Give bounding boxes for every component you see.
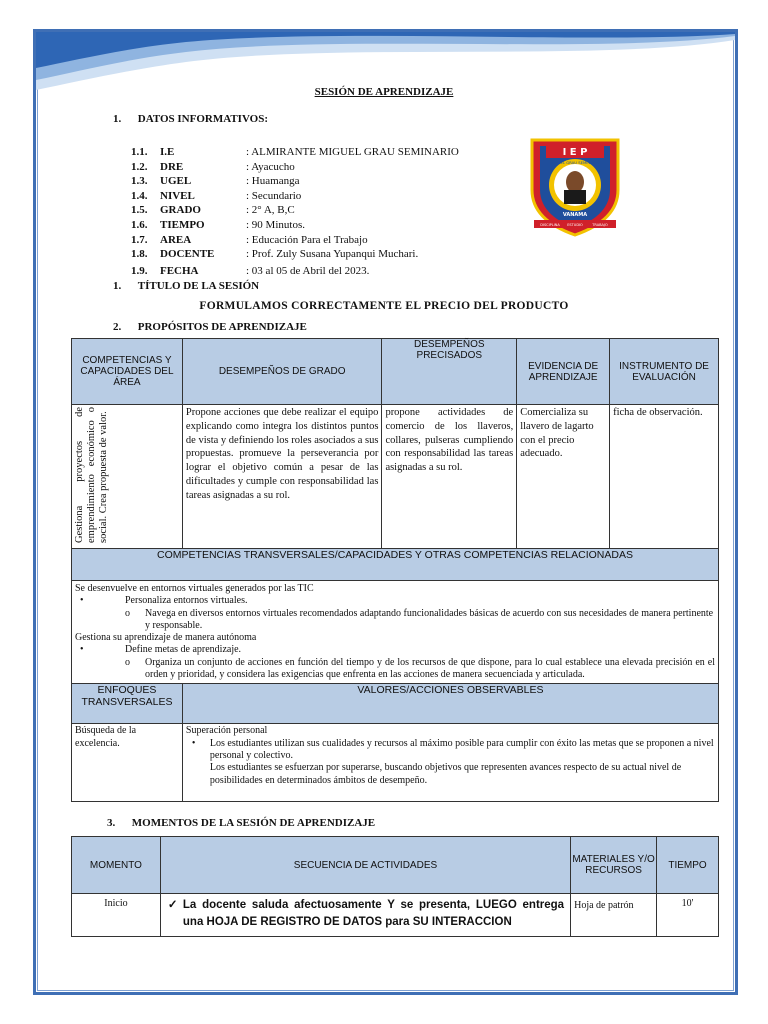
document-title: SESIÓN DE APRENDIZAJE [314,86,454,98]
section-propositos: 2. PROPÓSITOS DE APRENDIZAJE [113,321,307,333]
info-value: : Secundario [246,189,302,202]
info-num: 1.4. [131,189,148,202]
valor-1: Los estudiantes utilizan sus cualidades y recursos al máximo posible para cumplir con éxito las metas que se proponen a nivel personal y colectivo. [209,737,714,761]
header-competencias: COMPETENCIAS Y CAPACIDADES DEL ÁREA [72,339,183,405]
info-value: : 2° A, B,C [246,204,295,217]
info-row [131,160,459,175]
competencia-text: Gestiona proyectos de emprendimiento económico o social. Crea propuesta de valor. [74,407,109,543]
section-datos-informativos: 1. DATOS INFORMATIVOS: [113,113,269,125]
tiempo-cell: 10' [657,894,719,937]
transversal-1: Se desenvuelve en entornos virtuales generados por las TIC [75,583,314,594]
info-label: GRADO [160,204,201,217]
info-label: AREA [160,233,192,246]
school-logo [520,130,630,240]
header-tiempo: TIEMPO [657,837,719,894]
info-label: FECHA [160,264,199,277]
header-transversales: COMPETENCIAS TRANSVERSALES/CAPACIDADES Y OTRAS COMPETENCIAS RELACIONADAS [72,549,719,581]
materiales-cell: Hoja de patrón [571,894,657,937]
desempeno-grado-cell: Propone acciones que debe realizar el equipo explicando como integra los distintos puntos de vista y definiendo los roles asociados a sus propuestas. promueve la perseverancia por lograr el objetivo común a pesar de las dificultades y cumple con responsabilidad las tareas asignadas a su rol. [182,405,382,549]
logo-motto-3: TRABAJO [592,223,608,227]
transversal-cell: Se desenvuelve en entornos virtuales generados por las TIC • Personaliza entornos virtuales. o Navega en diversos entornos virtuales recomendados adaptando funcionalidades básicas de acuerdo con sus necesidades de manera pertinente y responsable. Gestiona su aprendizaje de manera autónoma • Define metas de aprendizaje. o Organiza un conjunto de acciones en función del tiempo y de los recursos de que dispone, para lo cual establece una elevada precisión en el orden y prioridad, y considera las exigencias que enfrenta en las acciones de manera secuenciada y articulada. [72,581,719,684]
secuencia-text: La docente saluda afectuosamente Y se presenta, LUEGO entrega una HOJA DE REGISTRO DE DATOS para SU INTERACCION [182,899,565,928]
header-evidencia: EVIDENCIA DE APRENDIZAJE [517,339,610,405]
info-num: 1.1. [131,146,148,158]
info-row [131,145,459,160]
info-num: 1.6. [131,218,148,231]
transversal-2-cap: Define metas de aprendizaje. [125,644,242,656]
info-row [131,174,459,189]
info-list [131,145,459,278]
info-row [131,247,459,262]
info-label: DOCENTE [160,248,215,261]
info-num: 1.9. [131,264,148,277]
moments-table [71,836,719,937]
header-momento: MOMENTO [72,837,161,894]
info-value: : Prof. Zuly Susana Yupanqui Muchari. [246,248,419,261]
logo-top-text: I E P [562,147,588,158]
transversal-1-cap: Personaliza entornos virtuales. [125,595,248,607]
desempeno-precisado-cell: propone actividades de comercio de los llaveros, collares, pulseras cumpliendo con responsabilidad las tareas asignadas a su rol. [382,405,517,549]
header-valores: VALORES/ACCIONES OBSERVABLES [182,684,718,724]
transversal-2: Gestiona su aprendizaje de manera autónoma [75,632,257,644]
secuencia-cell [160,894,570,937]
valor-2: Los estudiantes se esfuerzan por superarse, buscando objetivos que representen avances respecto de su actual nivel de posibilidades en determinados ámbitos de desempeño. [209,762,682,786]
header-desempenos-grado: DESEMPEÑOS DE GRADO [182,339,382,405]
purposes-table [71,338,719,802]
info-num: 1.3. [131,175,148,188]
info-num: 1.2. [131,160,148,173]
momento-cell: Inicio [72,894,161,937]
info-value: : ALMIRANTE MIGUEL GRAU SEMINARIO [246,146,459,158]
info-value: : Educación Para el Trabajo [246,233,368,246]
info-row [131,189,459,204]
enfoque-cell: Búsqueda de la excelencia. [72,724,183,802]
valor-title: Superación personal [185,725,268,737]
transversal-2-desc: Organiza un conjunto de acciones en función del tiempo y de los recursos de que dispone, para lo cual establece una elevada precisión en el orden y prioridad, y considera las exigencias que enfrenta en las acciones de manera secuenciada y articulada. [145,656,715,681]
valores-cell: Superación personal • Los estudiantes utilizan sus cualidades y recursos al máximo posible para cumplir con éxito las metas que se proponen a nivel personal y colectivo. Los estudiantes se esfuerzan por superarse, buscando objetivos que representen avances respecto de su actual nivel de posibilidades en determinados ámbitos de desempeño. [182,724,718,802]
info-value: : 03 al 05 de Abril del 2023. [246,264,370,277]
transversal-1-desc: Navega en diversos entornos virtuales recomendados adaptando funcionalidades básicas de acuerdo con sus necesidades de manera pertinente y responsable. [145,607,714,631]
info-value: : Huamanga [246,175,300,188]
section-titulo-sesion: 1. TÍTULO DE LA SESIÓN [113,280,260,292]
logo-motto-2: ESTUDIO [567,223,583,227]
instrumento-cell: ficha de observación. [610,405,719,549]
header-enfoques: ENFOQUES TRANSVERSALES [72,684,183,724]
info-row [131,264,459,279]
info-value: : 90 Minutos. [246,218,305,231]
info-num: 1.8. [131,248,148,261]
info-row [131,203,459,218]
competencia-cell [72,405,183,549]
info-num: 1.5. [131,204,148,217]
header-wave-decoration [36,32,735,92]
info-label: I.E [160,146,175,158]
header-secuencia: SECUENCIA DE ACTIVIDADES [160,837,570,894]
info-label: TIEMPO [160,218,205,231]
info-num: 1.7. [131,233,148,246]
logo-ring-text: MIGUEL GRAU SEMINARIO [550,160,600,165]
session-title: FORMULAMOS CORRECTAMENTE EL PRECIO DEL PRODUCTO [199,300,569,312]
header-desempenos-precisados: DESEMPEÑOS PRECISADOS [382,339,517,405]
info-row [131,233,459,248]
info-label: NIVEL [160,189,195,202]
header-instrumento: INSTRUMENTO DE EVALUACIÓN [610,339,719,405]
info-value: : Ayacucho [246,160,295,173]
info-row [131,218,459,233]
section-momentos: 3. MOMENTOS DE LA SESIÓN DE APRENDIZAJE [107,817,376,829]
checkmark-icon: ✓ [167,899,178,911]
header-materiales: MATERIALES Y/O RECURSOS [571,837,657,894]
evidencia-cell: Comercializa su llavero de lagarto con el precio adecuado. [517,405,610,549]
logo-motto-1: DISCIPLINA [540,223,560,227]
logo-bottom-text: VANAMA [562,212,588,218]
info-label: DRE [160,160,184,173]
info-label: UGEL [160,175,192,188]
